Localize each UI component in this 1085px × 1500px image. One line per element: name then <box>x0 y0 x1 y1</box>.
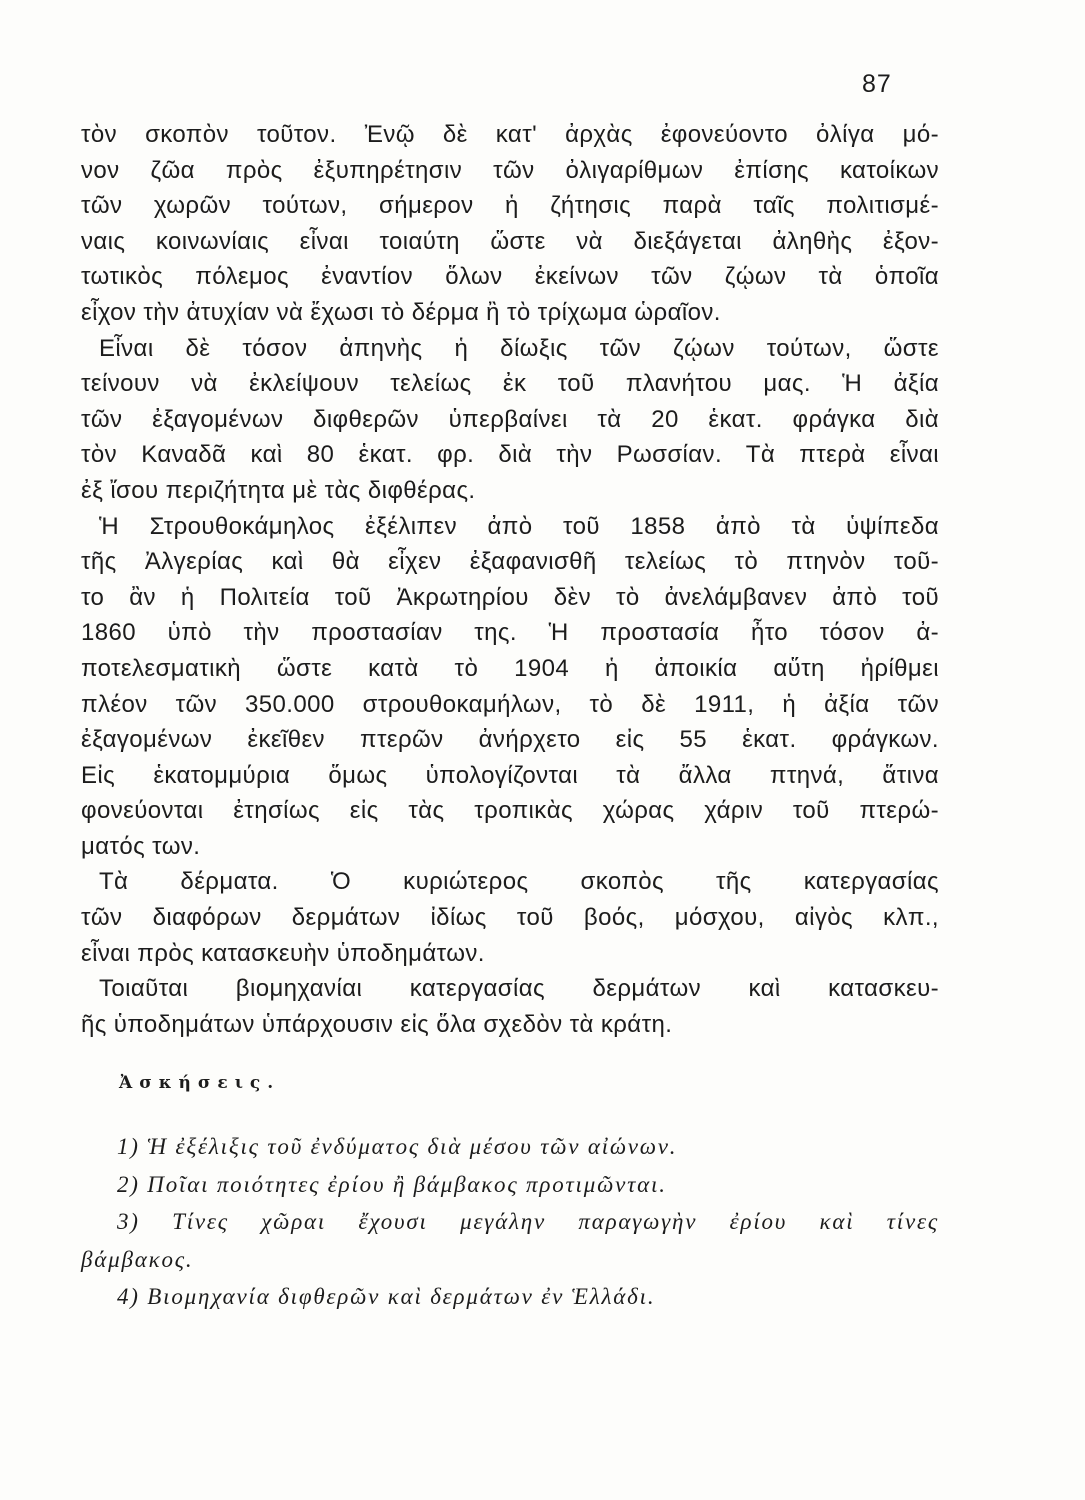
text-line: ναις κοινωνίαις εἶναι τοιαύτη ὥστε νὰ διεξάγεται ἀληθὴς ἐξον- <box>81 227 939 255</box>
text-line: εἶναι πρὸς κατασκευὴν ὑποδημάτων. <box>81 939 485 967</box>
text-line: τὸν Καναδᾶ καὶ 80 ἑκατ. φρ. διὰ τὴν Ρωσσίαν. Τὰ πτερὰ εἶναι <box>81 441 939 469</box>
text-line: Ἡ Στρουθοκάμηλος ἐξέλιπεν ἀπὸ τοῦ 1858 ἀπὸ τὰ ὑψίπεδα <box>99 512 939 540</box>
text-line: τείνουν νὰ ἐκλείψουν τελείως ἐκ τοῦ πλανήτου μας. Ἡ ἀξία <box>81 370 939 398</box>
text-line: νον ζῶα πρὸς ἐξυπηρέτησιν τῶν ὀλιγαρίθμων ἐπίσης κατοίκων <box>81 156 939 184</box>
text-line: φονεύονται ἐτησίως εἰς τὰς τροπικὰς χώρας χάριν τοῦ πτερώ- <box>81 797 939 825</box>
page-number: 87 <box>862 70 892 98</box>
text-line: τῶν διαφόρων δερμάτων ἰδίως τοῦ βοός, μόσχου, αἰγὸς κλπ., <box>81 904 939 932</box>
text-line: Τοιαῦται βιομηχανίαι κατεργασίας δερμάτων καὶ κατασκευ- <box>99 975 939 1003</box>
exercises-list <box>81 1128 939 1316</box>
exercise-item: 2) Ποῖαι ποιότητες ἐρίου ἢ βάμβακος προτιμῶνται. <box>117 1171 667 1197</box>
text-line: τῆς Ἀλγερίας καὶ θὰ εἶχεν ἐξαφανισθῆ τελείως τὸ πτηνὸν τοῦ- <box>81 548 939 576</box>
text-line: πλέον τῶν 350.000 στρουθοκαμήλων, τὸ δὲ 1911, ἡ ἀξία τῶν <box>81 690 939 718</box>
text-line: ἐξ ἴσου περιζήτητα μὲ τὰς διφθέρας. <box>81 476 476 504</box>
body-text <box>81 117 939 1042</box>
text-line: Εἶναι δὲ τόσον ἀπηνὴς ἡ δίωξις τῶν ζῴων τούτων, ὥστε <box>99 334 939 362</box>
text-line: τὸν σκοπὸν τοῦτον. Ἐνῷ δὲ κατ' ἀρχὰς ἐφονεύοντο ὀλίγα μό- <box>81 121 939 148</box>
text-line: τῶν χωρῶν τούτων, σήμερον ἡ ζήτησις παρὰ ταῖς πολιτισμέ- <box>81 192 939 220</box>
text-line: το ἂν ἡ Πολιτεία τοῦ Ἀκρωτηρίου δὲν τὸ ἀνελάμβανεν ἀπὸ τοῦ <box>81 583 939 611</box>
text-line: ἐξαγομένων ἐκεῖθεν πτερῶν ἀνήρχετο εἰς 55 ἑκατ. φράγκων. <box>81 726 939 754</box>
text-line: ματός των. <box>81 832 201 860</box>
text-line: ῆς ὑποδημάτων ὑπάρχουσιν εἰς ὅλα σχεδὸν τὰ κράτη. <box>81 1010 673 1038</box>
text-line: 1860 ὑπὸ τὴν προστασίαν της. Ἡ προστασία ἦτο τόσον ἀ- <box>81 619 939 647</box>
exercise-item: 4) Βιομηχανία διφθερῶν καὶ δερμάτων ἐν Ἑλλάδι. <box>117 1284 656 1309</box>
text-line: τῶν ἐξαγομένων διφθερῶν ὑπερβαίνει τὰ 20 ἑκατ. φράγκα διὰ <box>81 405 939 433</box>
exercise-item: 3) Τίνες χῶραι ἔχουσι μεγάλην παραγωγὴν ἐρίου καὶ τίνες <box>117 1209 939 1234</box>
text-line: τωτικὸς πόλεμος ἐναντίον ὅλων ἐκείνων τῶν ζῴων τὰ ὁποῖα <box>81 263 939 291</box>
text-line: Τὰ δέρματα. Ὁ κυριώτερος σκοπὸς τῆς κατεργασίας <box>99 868 939 896</box>
exercise-item: 1) Ἡ ἐξέλιξις τοῦ ἐνδύματος διὰ μέσου τῶν αἰώνων. <box>117 1134 678 1159</box>
text-line: Εἰς ἑκατομμύρια ὅμως ὑπολογίζονται τὰ ἄλλα πτηνά, ἅτινα <box>81 761 939 789</box>
exercise-item-continuation: βάμβακος. <box>81 1246 194 1272</box>
text-line: ποτελεσματικὴ ὥστε κατὰ τὸ 1904 ἡ ἀποικία αὕτη ἠρίθμει <box>81 654 939 682</box>
exercises-heading: Ἀσκήσεις. <box>119 1073 281 1093</box>
text-line: εἶχον τὴν ἀτυχίαν νὰ ἔχωσι τὸ δέρμα ἢ τὸ τρίχωμα ὡραῖον. <box>81 298 721 326</box>
exercises-section <box>81 1068 939 1316</box>
